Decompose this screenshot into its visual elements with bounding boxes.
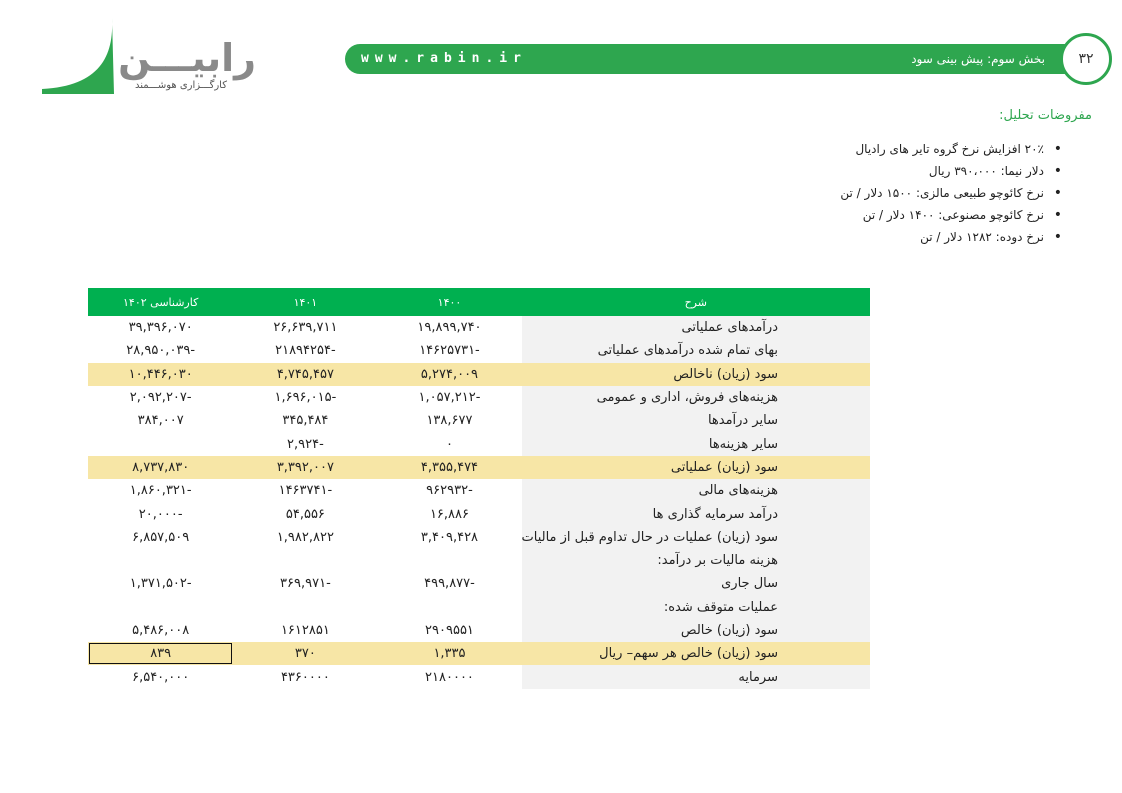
cell-1400: ۰	[445, 436, 453, 452]
row-desc: هزینه مالیات بر درآمد:	[522, 549, 870, 572]
cell-1402: -۱,۸۶۰,۳۲۱	[129, 483, 192, 499]
row-desc: سود (زیان) خالص هر سهم– ریال	[522, 642, 870, 665]
cell-1402: -۲۸,۹۵۰,۰۳۹	[126, 343, 196, 359]
cell-1401	[233, 549, 377, 572]
cell-1402: -۲۰,۰۰۰	[138, 506, 183, 522]
assumptions-list	[840, 138, 1062, 248]
cell-1402: -۲,۰۹۲,۲۰۷	[129, 390, 192, 406]
assumptions-title: مفروضات تحلیل:	[999, 108, 1092, 123]
cell-1402-eps-forecast: ۸۳۹	[88, 642, 233, 665]
cell-1400: ۱۶,۸۸۶	[429, 506, 469, 522]
cell-1401: -۲۱۸۹۴۲۵۴	[275, 343, 336, 359]
cell-1400: -۴۹۹,۸۷۷	[424, 576, 475, 592]
profit-forecast-table	[88, 288, 870, 689]
column-header-desc: شرح	[522, 288, 870, 316]
table-row	[88, 409, 870, 432]
header-banner	[345, 44, 1097, 74]
cell-1400: -۱,۰۵۷,۲۱۲	[418, 390, 481, 406]
table-header-row	[88, 288, 870, 316]
table-row-highlight	[88, 642, 870, 665]
cell-1401: ۳,۳۹۲,۰۰۷	[233, 456, 377, 479]
brand-logo	[40, 16, 270, 94]
table-row	[88, 432, 870, 455]
row-desc: سود (زیان) عملیات در حال تداوم قبل از مالیات	[522, 526, 870, 549]
cell-1400: -۹۶۲۹۳۲	[426, 483, 473, 499]
cell-1400: ۲۱۸۰۰۰۰	[425, 669, 474, 685]
cell-1400: ۱,۳۳۵	[377, 642, 521, 665]
list-item: • دلار نیما: ۳۹۰،۰۰۰ ریال	[840, 160, 1062, 182]
table-row-highlight	[88, 456, 870, 479]
cell-1400: ۲۹۰۹۵۵۱	[425, 623, 474, 638]
row-desc: بهای تمام شده درآمدهای عملیاتی	[522, 339, 870, 362]
row-desc: سود (زیان) خالص	[522, 619, 870, 642]
column-header-1400: ۱۴۰۰	[377, 288, 521, 316]
cell-1401: -۱,۶۹۶,۰۱۵	[274, 390, 337, 406]
table-row	[88, 596, 870, 619]
table-row	[88, 665, 870, 688]
row-desc: سال جاری	[522, 572, 870, 595]
cell-1401	[233, 596, 377, 619]
column-header-1401: ۱۴۰۱	[233, 288, 377, 316]
cell-1401: -۳۶۹,۹۷۱	[280, 576, 331, 592]
row-desc: عملیات متوقف شده:	[522, 596, 870, 619]
table-row	[88, 619, 870, 642]
brand-name: رابیـــن	[118, 36, 256, 80]
cell-1401: ۵۴,۵۵۶	[285, 506, 325, 522]
list-item: • ۲۰٪ افزایش نرخ گروه تایر های رادیال	[840, 138, 1062, 160]
page-number: ۳۲	[1060, 33, 1112, 85]
cell-1401: ۴۳۶۰۰۰۰	[280, 669, 330, 685]
table-row	[88, 526, 870, 549]
cell-1402: ۸,۷۳۷,۸۳۰	[88, 456, 233, 479]
row-desc: درآمدهای عملیاتی	[522, 316, 870, 339]
row-desc: سایر درآمدها	[522, 409, 870, 432]
row-desc: درآمد سرمایه گذاری ها	[522, 502, 870, 525]
column-header-1402-forecast: کارشناسی ۱۴۰۲	[88, 288, 233, 316]
cell-1400: ۳,۴۰۹,۴۲۸	[420, 529, 479, 545]
cell-1401: ۳۷۰	[233, 642, 377, 665]
cell-1400: ۱۳۸,۶۷۷	[426, 413, 473, 429]
table-row	[88, 549, 870, 572]
cell-1401: -۱۴۶۳۷۴۱	[278, 483, 333, 499]
cell-1402: ۱۰,۴۴۶,۰۳۰	[88, 363, 233, 386]
cell-1400: ۵,۲۷۴,۰۰۹	[377, 363, 521, 386]
cell-1401: ۴,۷۴۵,۴۵۷	[233, 363, 377, 386]
table-row	[88, 386, 870, 409]
cell-1400: -۱۴۶۲۵۷۳۱	[419, 343, 480, 359]
cell-1402: ۶,۵۴۰,۰۰۰	[132, 669, 190, 685]
table-row-highlight	[88, 363, 870, 386]
cell-1401: ۲۶,۶۳۹,۷۱۱	[273, 320, 338, 336]
row-desc: سرمایه	[522, 665, 870, 688]
table-row	[88, 316, 870, 339]
row-desc: سایر هزینه‌ها	[522, 432, 870, 455]
cell-1402	[88, 432, 233, 455]
section-title: بخش سوم: پیش بینی سود	[911, 52, 1045, 66]
row-desc: سود (زیان) ناخالص	[522, 363, 870, 386]
cell-1402: ۳۹,۳۹۶,۰۷۰	[128, 320, 193, 336]
cell-1402	[88, 549, 233, 572]
cell-1402: ۶,۸۵۷,۵۰۹	[132, 529, 190, 545]
row-desc: سود (زیان) عملیاتی	[522, 456, 870, 479]
cell-1401: ۱۶۱۲۸۵۱	[280, 623, 330, 638]
cell-1402: ۵,۴۸۶,۰۰۸	[132, 623, 190, 638]
logo-swoosh-icon	[40, 16, 120, 94]
cell-1400	[377, 596, 521, 619]
cell-1402: ۳۸۴,۰۰۷	[137, 413, 184, 429]
list-item: • نرخ دوده: ۱۲۸۲ دلار / تن	[840, 226, 1062, 248]
row-desc: هزینه‌های مالی	[522, 479, 870, 502]
list-item: • نرخ کائوچو طبیعی مالزی: ۱۵۰۰ دلار / تن	[840, 182, 1062, 204]
cell-1400: ۴,۳۵۵,۴۷۴	[377, 456, 521, 479]
list-item: • نرخ کائوچو مصنوعی: ۱۴۰۰ دلار / تن	[840, 204, 1062, 226]
table-row	[88, 572, 870, 595]
cell-1400	[377, 549, 521, 572]
table-row	[88, 339, 870, 362]
cell-1401: ۳۴۵,۴۸۴	[282, 413, 329, 429]
website-url[interactable]: www.rabin.ir	[361, 51, 527, 66]
cell-1400: ۱۹,۸۹۹,۷۴۰	[417, 320, 482, 336]
cell-1401: ۱,۹۸۲,۸۲۲	[276, 529, 334, 545]
brand-tagline: کارگـــزاری هوشـــمند	[135, 80, 227, 91]
cell-1402: -۱,۳۷۱,۵۰۲	[129, 576, 192, 592]
table-row	[88, 479, 870, 502]
row-desc: هزینه‌های فروش، اداری و عمومی	[522, 386, 870, 409]
table-row	[88, 502, 870, 525]
cell-1401: -۲,۹۲۴	[287, 436, 324, 452]
cell-1402	[88, 596, 233, 619]
